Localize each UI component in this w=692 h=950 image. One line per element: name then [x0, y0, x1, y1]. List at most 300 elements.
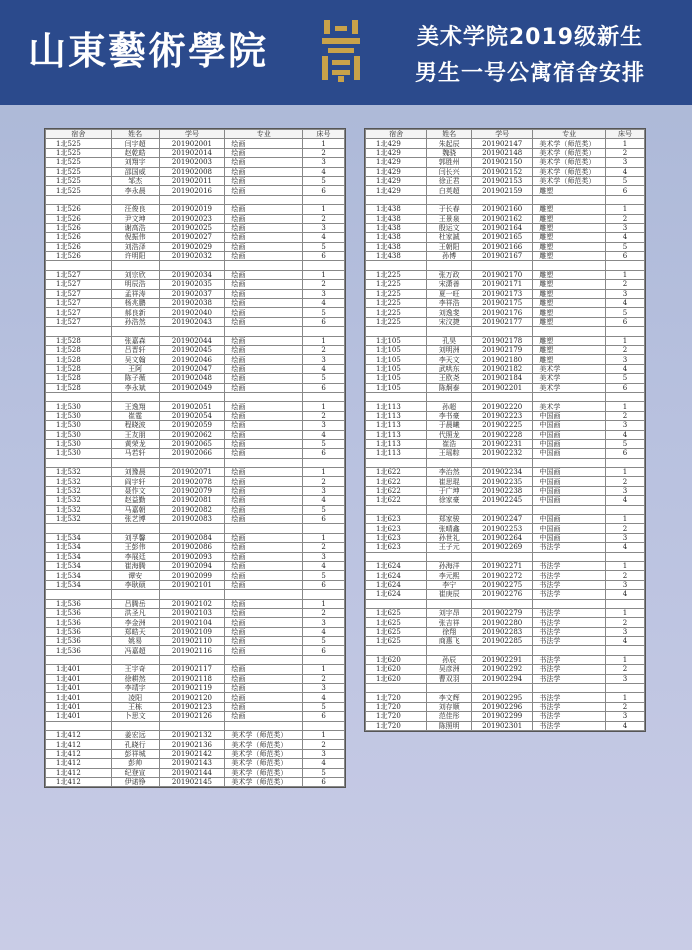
cell-room: 1北623: [366, 533, 427, 542]
table-row: [46, 176, 345, 185]
cell-bed: 2: [303, 345, 345, 354]
cell-room: 1北526: [46, 205, 112, 214]
cell-bed: 3: [303, 355, 345, 364]
table-row: [46, 684, 345, 693]
empty-cell: [427, 327, 472, 336]
cell-name: 闫长兴: [427, 167, 472, 176]
empty-cell: [159, 721, 225, 730]
table-row: [46, 430, 345, 439]
table-row: [46, 731, 345, 740]
cell-major: 美术学（师范类）: [533, 139, 606, 148]
cell-room: 1北401: [46, 665, 112, 674]
cell-bed: 1: [605, 205, 644, 214]
cell-room: 1北532: [46, 468, 112, 477]
table-row: [366, 252, 645, 261]
cell-major: 书法学: [533, 571, 606, 580]
cell-major: 书法学: [533, 618, 606, 627]
cell-room: 1北527: [46, 270, 112, 279]
empty-cell: [225, 327, 303, 336]
cell-student-id: 201902299: [472, 712, 533, 721]
cell-student-id: 201902037: [159, 289, 225, 298]
empty-cell: [472, 261, 533, 270]
cell-bed: 4: [605, 496, 644, 505]
cell-major: 书法学: [533, 721, 606, 730]
table-row: [366, 571, 645, 580]
cell-major: 中国画: [533, 533, 606, 542]
cell-bed: 3: [605, 533, 644, 542]
cell-bed: 3: [303, 486, 345, 495]
cell-major: 美术学（师范类）: [225, 777, 303, 786]
cell-bed: 2: [303, 280, 345, 289]
cell-major: 绘画: [225, 468, 303, 477]
table-row: [46, 317, 345, 326]
table-row: [366, 158, 645, 167]
cell-major: 美术学（师范类）: [225, 749, 303, 758]
empty-cell: [225, 195, 303, 204]
table-row: [46, 139, 345, 148]
cell-bed: 5: [303, 637, 345, 646]
cell-student-id: 201902104: [159, 618, 225, 627]
table-row: [366, 355, 645, 364]
cell-bed: 5: [605, 439, 644, 448]
cell-room: 1北105: [366, 383, 427, 392]
cell-major: 绘画: [225, 214, 303, 223]
empty-cell: [427, 505, 472, 514]
cell-student-id: 201902170: [472, 270, 533, 279]
cell-name: 徐耕然: [111, 674, 159, 683]
empty-cell: [605, 327, 644, 336]
cell-student-id: 201902171: [472, 280, 533, 289]
table-row: [366, 289, 645, 298]
cell-name: 马若轩: [111, 449, 159, 458]
table-row: [46, 533, 345, 542]
cell-room: 1北536: [46, 599, 112, 608]
spacer-row: [46, 327, 345, 336]
table-row: [46, 383, 345, 392]
cell-major: 绘画: [225, 515, 303, 524]
cell-name: 李金洲: [111, 618, 159, 627]
cell-student-id: 201902048: [159, 374, 225, 383]
cell-room: 1北720: [366, 721, 427, 730]
cell-room: 1北412: [46, 759, 112, 768]
cell-student-id: 201902014: [159, 148, 225, 157]
table-row: [366, 402, 645, 411]
table-row: [366, 637, 645, 646]
cell-major: 绘画: [225, 374, 303, 383]
cell-major: 绘画: [225, 402, 303, 411]
table-row: [46, 571, 345, 580]
cell-room: 1北534: [46, 533, 112, 542]
cell-room: 1北429: [366, 186, 427, 195]
cell-name: 王阿: [111, 364, 159, 373]
cell-bed: 1: [303, 468, 345, 477]
cell-room: 1北530: [46, 402, 112, 411]
cell-bed: 4: [605, 543, 644, 552]
cell-major: 美术学: [533, 402, 606, 411]
cell-student-id: 201902117: [159, 665, 225, 674]
cell-major: 书法学: [533, 702, 606, 711]
cell-bed: 4: [303, 759, 345, 768]
cell-major: 绘画: [225, 411, 303, 420]
cell-bed: 6: [303, 712, 345, 721]
cell-major: 绘画: [225, 289, 303, 298]
cell-name: 阎宇轩: [111, 477, 159, 486]
cell-major: 雕塑: [533, 233, 606, 242]
table-row: [46, 477, 345, 486]
table-row: [46, 768, 345, 777]
table-row: [366, 449, 645, 458]
cell-student-id: 201902029: [159, 242, 225, 251]
cell-bed: 1: [605, 270, 644, 279]
table-row: [46, 345, 345, 354]
cell-room: 1北624: [366, 590, 427, 599]
cell-name: 倪振伟: [111, 233, 159, 242]
cell-student-id: 201902231: [472, 439, 533, 448]
empty-cell: [111, 655, 159, 664]
cell-bed: 6: [303, 317, 345, 326]
cell-room: 1北113: [366, 402, 427, 411]
cell-name: 刘宇昂: [427, 608, 472, 617]
empty-cell: [427, 261, 472, 270]
cell-room: 1北105: [366, 336, 427, 345]
cell-room: 1北438: [366, 233, 427, 242]
cell-student-id: 201902283: [472, 627, 533, 636]
cell-student-id: 201902142: [159, 749, 225, 758]
cell-name: 李永晨: [111, 186, 159, 195]
cell-major: 雕塑: [533, 317, 606, 326]
spacer-row: [46, 721, 345, 730]
table-row: [366, 167, 645, 176]
cell-room: 1北429: [366, 139, 427, 148]
cell-major: 绘画: [225, 702, 303, 711]
cell-room: 1北623: [366, 515, 427, 524]
cell-major: 书法学: [533, 693, 606, 702]
cell-student-id: 201902280: [472, 618, 533, 627]
cell-room: 1北525: [46, 158, 112, 167]
table-row: [366, 374, 645, 383]
cell-major: 绘画: [225, 486, 303, 495]
table-row: [366, 345, 645, 354]
cell-name: 李耿硕: [111, 580, 159, 589]
cell-name: 范佳彤: [427, 712, 472, 721]
cell-name: 程晓波: [111, 421, 159, 430]
cell-name: 聂作文: [111, 486, 159, 495]
cell-bed: 2: [605, 411, 644, 420]
column-header-room: 宿舍: [366, 130, 427, 139]
empty-cell: [46, 261, 112, 270]
table-row: [46, 449, 345, 458]
table-row: [46, 158, 345, 167]
cell-bed: 6: [303, 777, 345, 786]
empty-cell: [303, 195, 345, 204]
cell-major: 绘画: [225, 270, 303, 279]
table-row: [46, 486, 345, 495]
cell-room: 1北528: [46, 374, 112, 383]
cell-student-id: 201902148: [472, 148, 533, 157]
empty-cell: [225, 721, 303, 730]
cell-bed: 3: [605, 486, 644, 495]
table-row: [46, 223, 345, 232]
cell-major: 绘画: [225, 618, 303, 627]
table-row: [366, 665, 645, 674]
cell-room: 1北720: [366, 702, 427, 711]
cell-room: 1北525: [46, 167, 112, 176]
table-row: [46, 289, 345, 298]
cell-name: 孔晓行: [111, 740, 159, 749]
table-row: [366, 139, 645, 148]
cell-student-id: 201902175: [472, 299, 533, 308]
cell-student-id: 201902238: [472, 486, 533, 495]
cell-bed: 1: [605, 515, 644, 524]
table-row: [46, 674, 345, 683]
cell-room: 1北625: [366, 618, 427, 627]
cell-bed: 3: [605, 674, 644, 683]
cell-name: 陈子薇: [111, 374, 159, 383]
cell-major: 美术学（师范类）: [533, 176, 606, 185]
cell-room: 1北401: [46, 712, 112, 721]
cell-student-id: 201902279: [472, 608, 533, 617]
table-row: [46, 637, 345, 646]
cell-major: 绘画: [225, 561, 303, 570]
cell-name: 李元熙: [427, 571, 472, 580]
cell-major: 雕塑: [533, 299, 606, 308]
cell-major: 美术学（师范类）: [225, 740, 303, 749]
cell-bed: 2: [303, 608, 345, 617]
cell-name: 赵乾皓: [111, 148, 159, 157]
cell-bed: 5: [303, 242, 345, 251]
cell-bed: 5: [605, 308, 644, 317]
empty-cell: [111, 392, 159, 401]
cell-student-id: 201902201: [472, 383, 533, 392]
cell-room: 1北412: [46, 731, 112, 740]
empty-cell: [472, 505, 533, 514]
cell-name: 姚易: [111, 637, 159, 646]
empty-cell: [366, 195, 427, 204]
cell-student-id: 201902132: [159, 731, 225, 740]
cell-name: 武哄东: [427, 364, 472, 373]
cell-student-id: 201902269: [472, 543, 533, 552]
cell-major: 绘画: [225, 599, 303, 608]
table-row: [366, 148, 645, 157]
spacer-row: [46, 524, 345, 533]
cell-major: 书法学: [533, 590, 606, 599]
cell-bed: 2: [303, 477, 345, 486]
cell-name: 汪俊良: [111, 205, 159, 214]
table-row: [46, 552, 345, 561]
cell-name: 吴文翰: [111, 355, 159, 364]
cell-room: 1北622: [366, 477, 427, 486]
cell-bed: 3: [605, 289, 644, 298]
table-row: [46, 702, 345, 711]
cell-room: 1北720: [366, 712, 427, 721]
school-emblem-icon: [318, 18, 364, 84]
cell-major: 绘画: [225, 580, 303, 589]
cell-name: 孟祥涛: [111, 289, 159, 298]
empty-cell: [303, 524, 345, 533]
cell-student-id: 201902078: [159, 477, 225, 486]
cell-bed: 3: [303, 289, 345, 298]
cell-room: 1北113: [366, 439, 427, 448]
cell-bed: 5: [605, 242, 644, 251]
cell-room: 1北526: [46, 242, 112, 251]
empty-cell: [533, 646, 606, 655]
cell-bed: 4: [303, 364, 345, 373]
cell-major: 美术学（师范类）: [533, 148, 606, 157]
empty-cell: [605, 684, 644, 693]
cell-student-id: 201902144: [159, 768, 225, 777]
cell-student-id: 201902045: [159, 345, 225, 354]
cell-bed: 1: [303, 665, 345, 674]
cell-student-id: 201902159: [472, 186, 533, 195]
cell-bed: 1: [303, 599, 345, 608]
cell-student-id: 201902166: [472, 242, 533, 251]
cell-name: 李祥浩: [427, 299, 472, 308]
cell-student-id: 201902184: [472, 374, 533, 383]
cell-bed: 5: [605, 176, 644, 185]
cell-major: 绘画: [225, 627, 303, 636]
cell-student-id: 201902001: [159, 139, 225, 148]
cell-bed: 1: [303, 402, 345, 411]
cell-bed: 1: [303, 336, 345, 345]
empty-cell: [303, 721, 345, 730]
cell-room: 1北438: [366, 223, 427, 232]
table-row: [366, 627, 645, 636]
cell-major: 绘画: [225, 674, 303, 683]
empty-cell: [605, 261, 644, 270]
cell-room: 1北620: [366, 665, 427, 674]
table-row: [366, 533, 645, 542]
cell-name: 代照龙: [427, 430, 472, 439]
cell-bed: 2: [605, 148, 644, 157]
empty-cell: [303, 458, 345, 467]
cell-student-id: 201902034: [159, 270, 225, 279]
cell-room: 1北225: [366, 317, 427, 326]
cell-student-id: 201902126: [159, 712, 225, 721]
empty-cell: [366, 552, 427, 561]
empty-cell: [366, 684, 427, 693]
cell-major: 绘画: [225, 543, 303, 552]
cell-bed: 2: [605, 618, 644, 627]
cell-name: 王友朋: [111, 430, 159, 439]
cell-major: 美术学（师范类）: [533, 158, 606, 167]
cell-student-id: 201902118: [159, 674, 225, 683]
cell-major: 绘画: [225, 233, 303, 242]
cell-bed: 1: [605, 468, 644, 477]
cell-room: 1北536: [46, 646, 112, 655]
cell-student-id: 201902086: [159, 543, 225, 552]
empty-cell: [427, 392, 472, 401]
cell-bed: 6: [303, 449, 345, 458]
cell-major: 雕塑: [533, 242, 606, 251]
cell-name: 姜宏远: [111, 731, 159, 740]
cell-student-id: 201902162: [472, 214, 533, 223]
cell-bed: 2: [303, 543, 345, 552]
empty-cell: [366, 458, 427, 467]
cell-major: 中国画: [533, 477, 606, 486]
cell-major: 绘画: [225, 439, 303, 448]
cell-major: 中国画: [533, 486, 606, 495]
cell-name: 赵益勤: [111, 496, 159, 505]
cell-room: 1北527: [46, 308, 112, 317]
cell-bed: 4: [303, 299, 345, 308]
empty-cell: [533, 505, 606, 514]
empty-cell: [427, 684, 472, 693]
cell-student-id: 201902295: [472, 693, 533, 702]
cell-bed: 1: [303, 533, 345, 542]
cell-name: 王瑶粽: [427, 449, 472, 458]
cell-room: 1北525: [46, 148, 112, 157]
cell-bed: 3: [605, 627, 644, 636]
cell-room: 1北534: [46, 552, 112, 561]
cell-student-id: 201902003: [159, 158, 225, 167]
cell-student-id: 201902177: [472, 317, 533, 326]
empty-cell: [111, 458, 159, 467]
table-row: [46, 280, 345, 289]
cell-room: 1北113: [366, 421, 427, 430]
cell-name: 徐家豪: [427, 496, 472, 505]
cell-name: 于广坤: [427, 486, 472, 495]
cell-student-id: 201902081: [159, 496, 225, 505]
cell-name: 明辰浩: [111, 280, 159, 289]
cell-bed: 5: [303, 702, 345, 711]
table-row: [366, 524, 645, 533]
spacer-row: [46, 392, 345, 401]
cell-room: 1北530: [46, 430, 112, 439]
cell-bed: 4: [605, 299, 644, 308]
cell-room: 1北528: [46, 336, 112, 345]
empty-cell: [303, 327, 345, 336]
empty-cell: [303, 392, 345, 401]
cell-bed: 3: [605, 355, 644, 364]
cell-bed: 1: [605, 561, 644, 570]
table-row: [46, 712, 345, 721]
table-row: [46, 505, 345, 514]
cell-student-id: 201902119: [159, 684, 225, 693]
cell-room: 1北225: [366, 289, 427, 298]
cell-major: 书法学: [533, 627, 606, 636]
cell-student-id: 201902008: [159, 167, 225, 176]
cell-student-id: 201902038: [159, 299, 225, 308]
empty-cell: [46, 327, 112, 336]
cell-student-id: 201902225: [472, 421, 533, 430]
cell-name: 闫宇超: [111, 139, 159, 148]
cell-name: 殷运文: [427, 223, 472, 232]
cell-bed: 5: [303, 308, 345, 317]
cell-major: 中国画: [533, 515, 606, 524]
cell-bed: 4: [605, 590, 644, 599]
cell-name: 吕晋轩: [111, 345, 159, 354]
cell-bed: 3: [605, 712, 644, 721]
cell-name: 孙浩然: [111, 317, 159, 326]
cell-bed: 4: [605, 167, 644, 176]
cell-bed: 1: [605, 402, 644, 411]
cell-room: 1北526: [46, 252, 112, 261]
cell-student-id: 201902082: [159, 505, 225, 514]
cell-room: 1北438: [366, 252, 427, 261]
cell-major: 绘画: [225, 317, 303, 326]
cell-bed: 3: [303, 158, 345, 167]
spacer-row: [366, 261, 645, 270]
empty-cell: [605, 458, 644, 467]
table-row: [366, 308, 645, 317]
cell-major: 中国画: [533, 421, 606, 430]
empty-cell: [605, 195, 644, 204]
cell-major: 绘画: [225, 364, 303, 373]
cell-room: 1北622: [366, 496, 427, 505]
empty-cell: [303, 261, 345, 270]
table-row: [366, 618, 645, 627]
table-row: [366, 336, 645, 345]
